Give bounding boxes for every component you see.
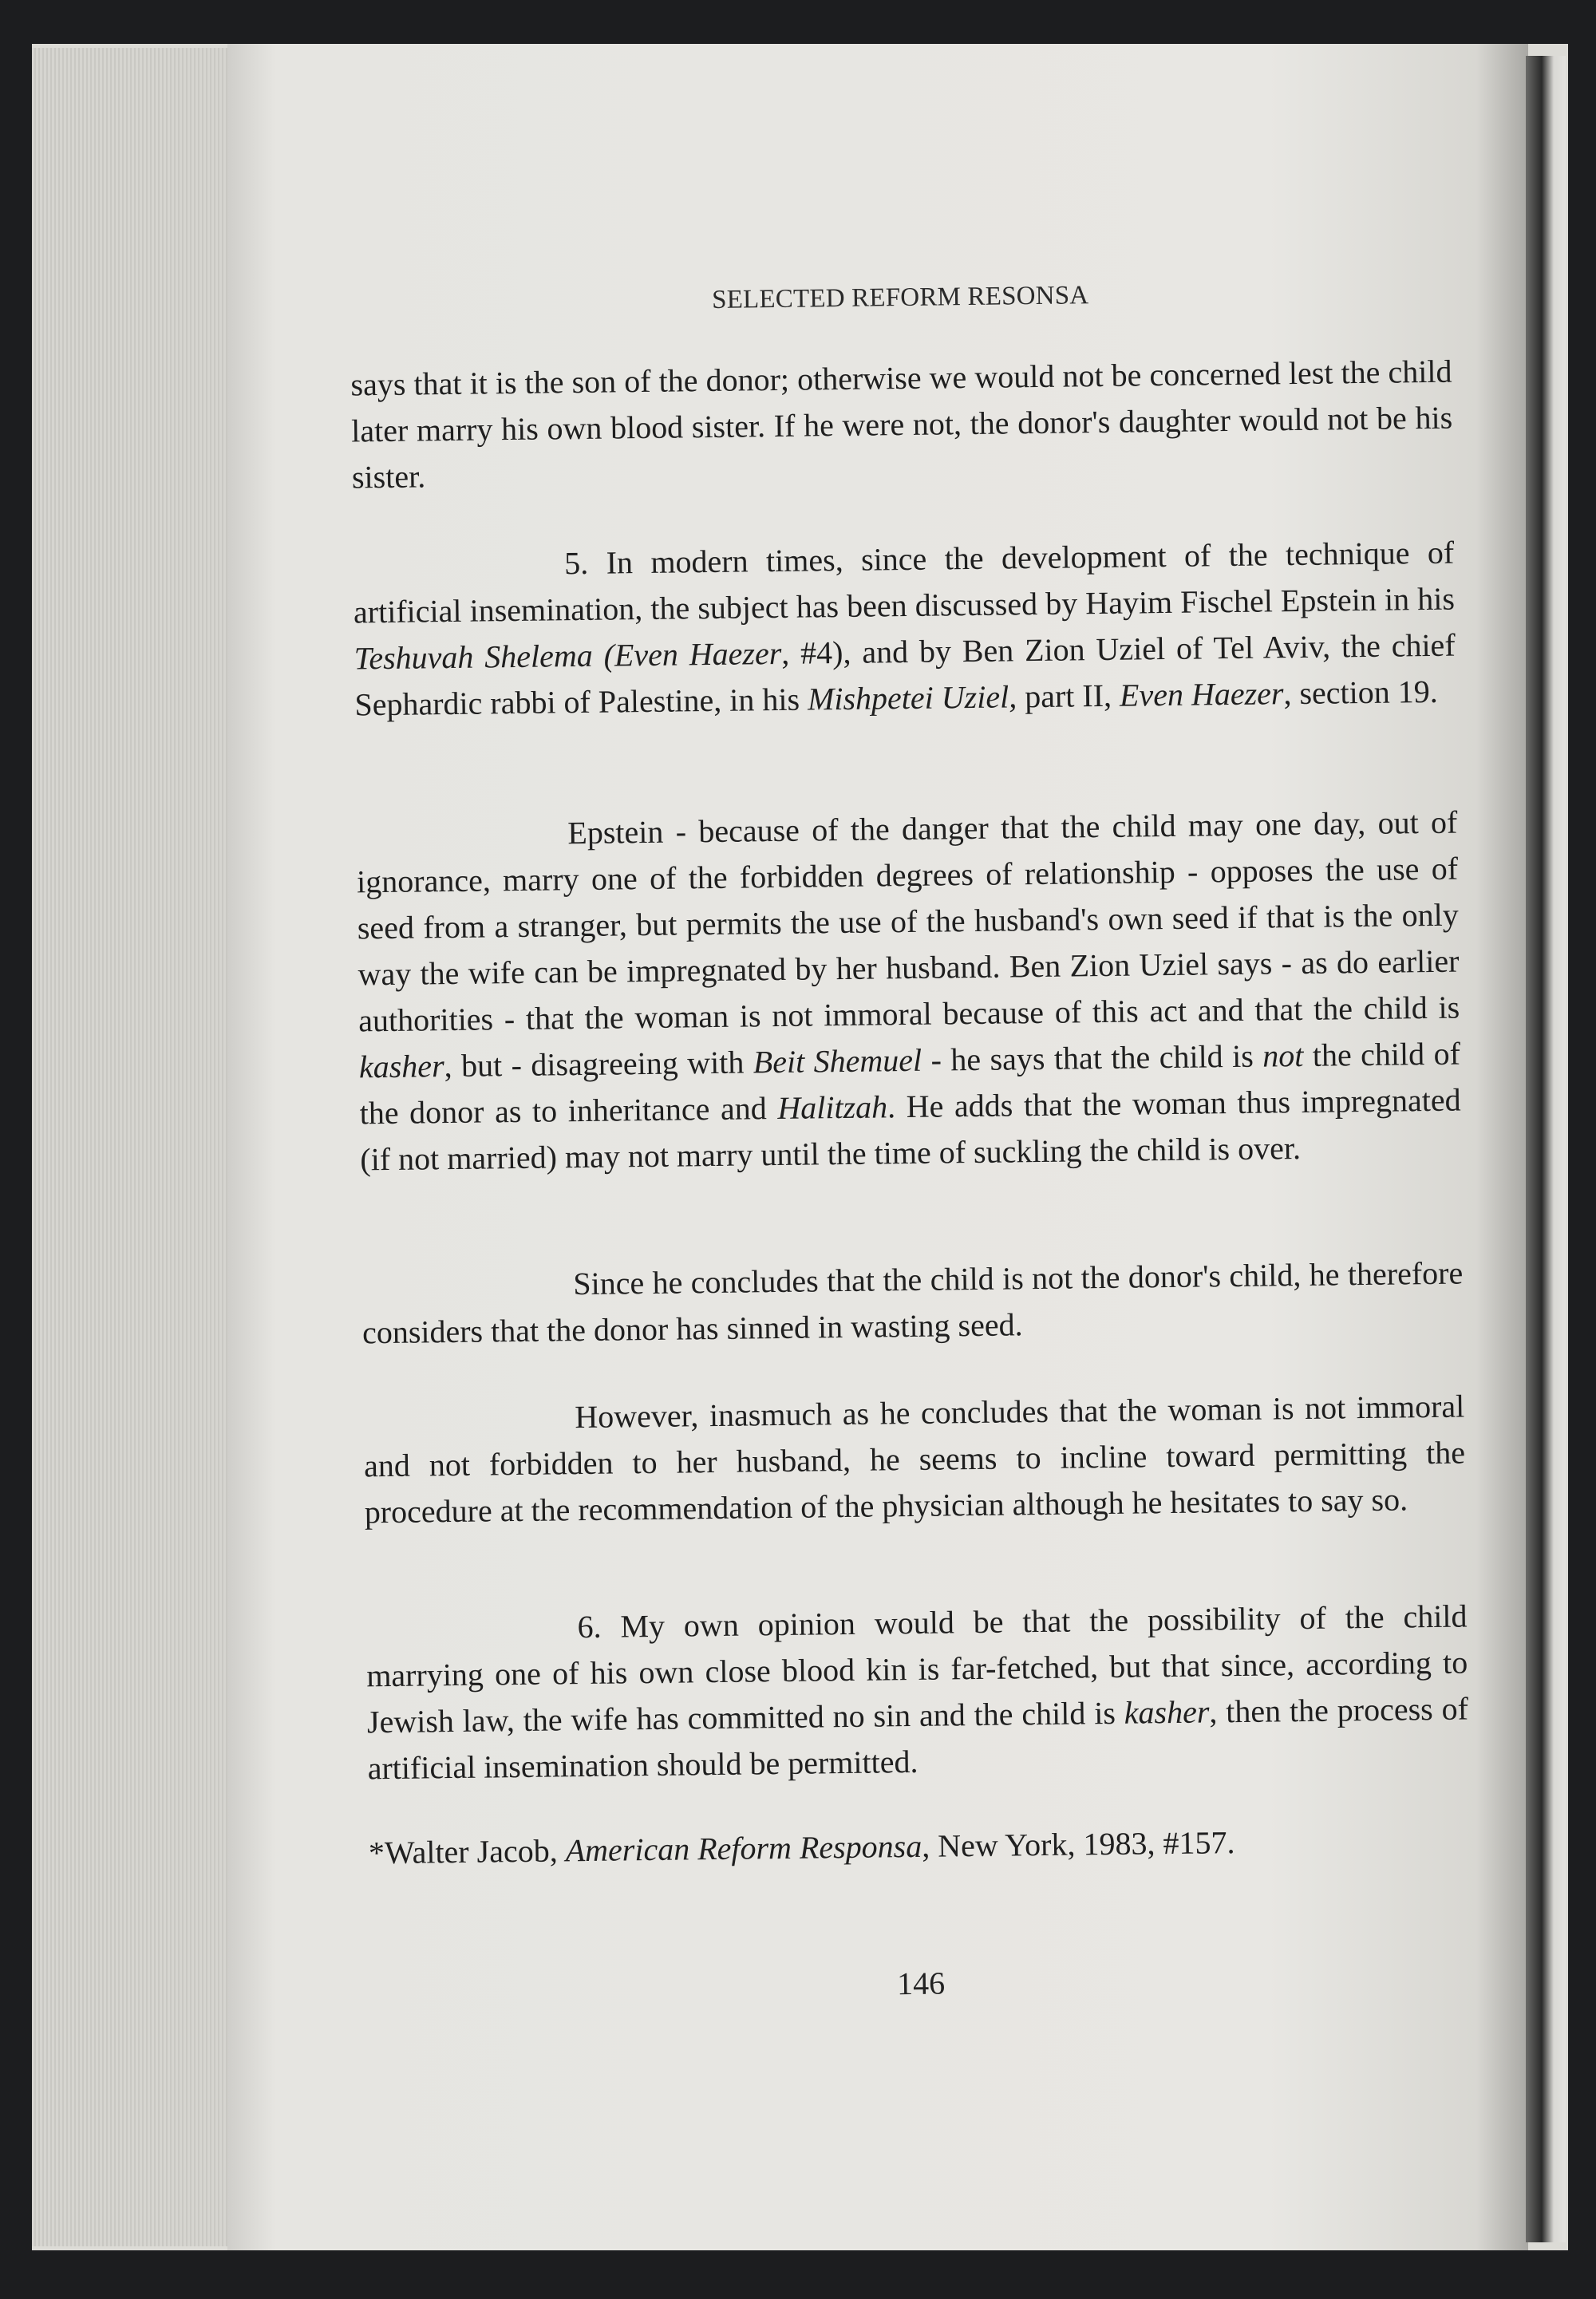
footnote bbox=[369, 1816, 1471, 1876]
paragraph-however bbox=[363, 1384, 1466, 1536]
page-number: 146 bbox=[896, 1965, 946, 2002]
italic-text: Teshuvah Shelema (Even Haezer bbox=[354, 634, 782, 677]
text-run: the child of the donor as to inheritance and bbox=[359, 1035, 1461, 1132]
italic-text: Beit Shemuel bbox=[753, 1041, 922, 1080]
text-run: says that it is the son of the donor; otherwise we would not be concerned lest the child later marry his own blood sister. If he were not, the donor's daughter would not be his sister. bbox=[350, 353, 1453, 496]
text-run: However, inasmuch as he concludes that the woman is not immoral and not forbidden to her husband, he seems to incline toward permitting the procedure at the recommendation of the physician although he hesitates to say so. bbox=[363, 1388, 1466, 1531]
text-run: Since he concludes that the child is not the donor's child, he therefore considers that the donor has sinned in wasting seed. bbox=[361, 1254, 1464, 1351]
italic-text: Even Haezer bbox=[1119, 675, 1284, 713]
italic-text: American Reform Responsa bbox=[565, 1827, 922, 1869]
running-head: SELECTED REFORM RESONSA bbox=[711, 281, 1089, 314]
text-run: part II, bbox=[1016, 677, 1120, 715]
text-run: , section 19. bbox=[1283, 673, 1439, 712]
text-run: 5. In modern times, since the development of the technique of artificial insemination, the subject has been discussed by Hayim Fischel Epstein in his bbox=[353, 534, 1456, 630]
paragraph-continuation bbox=[350, 349, 1453, 501]
italic-text: Mishpetei Uziel, bbox=[807, 678, 1017, 717]
italic-text: not bbox=[1262, 1037, 1304, 1074]
text-run: 6. My own opinion would be that the possibility of the child marrying one of his own close blood kin is far-fetched, but that since, according to Jewish law, the wife has committed no sin and the child is bbox=[366, 1598, 1468, 1740]
text-run: . He adds that the woman thus impregnated (if not married) may not marry until the time of suckling the child is over. bbox=[360, 1081, 1461, 1178]
text-run: , but - disagreeing with bbox=[444, 1044, 754, 1084]
italic-text: kasher bbox=[1124, 1693, 1210, 1731]
text-run: - he says that the child is bbox=[921, 1037, 1263, 1078]
text-run: , New York, 1983, #157. bbox=[921, 1824, 1235, 1864]
text-run: Epstein - because of the danger that the child may one day, out of ignorance, marry one of the forbidden degrees of relationship - opposes the use of seed from a stranger, but permits the use of the husband's own seed if that is the only way the wife can be impregnated by her husband. Ben Zion Uziel says - as do earlier authorities - that the woman is not immoral because of this act and that the child is bbox=[356, 804, 1460, 1039]
italic-text: Halitzah bbox=[777, 1088, 888, 1127]
text-run: , #4), and by Ben Zion Uziel of Tel Aviv, the chief Sephardic rabbi of Palestine, in his bbox=[354, 626, 1456, 723]
italic-text: kasher bbox=[358, 1048, 444, 1085]
paragraph-6 bbox=[365, 1594, 1469, 1792]
text-run: , then the process of artificial insemination should be permitted. bbox=[367, 1690, 1469, 1787]
text-run: *Walter Jacob, bbox=[368, 1832, 566, 1871]
paragraph-epstein bbox=[356, 800, 1462, 1183]
paragraph-5 bbox=[353, 530, 1456, 729]
paragraph-since bbox=[361, 1250, 1464, 1357]
